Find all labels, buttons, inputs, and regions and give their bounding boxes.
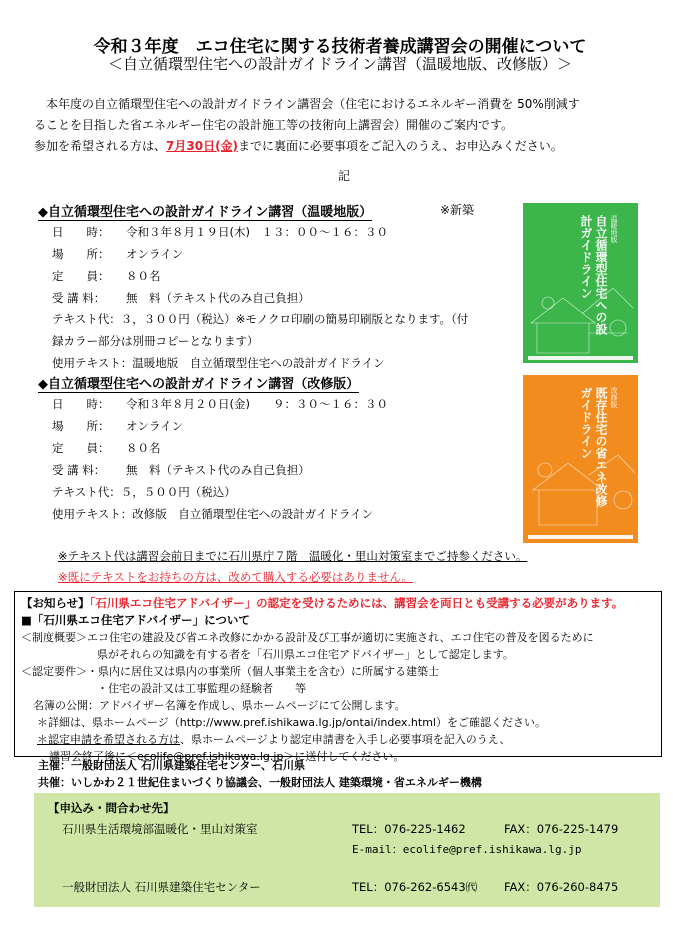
organizer-host: 主催：一般財団法人 石川県建築住宅センター、石川県 — [38, 759, 305, 772]
apply-line-1-underlined: ＊認定申請を希望される方は — [37, 733, 180, 746]
intro-line-2: ることを目指した省エネルギー住宅の設計施工等の技術向上講習会）開催のご案内です。 — [34, 118, 514, 132]
contact-box — [34, 793, 660, 907]
capacity-value: ８０名 — [126, 441, 161, 455]
fee-label: 受 講 料： — [52, 291, 106, 305]
notice-requirement: 「石川県エコ住宅アドバイザー」の認定を受けるためには、講習会を両日とも受講する必要があります。 — [89, 596, 624, 610]
advisor-subheading: ■「石川県エコ住宅アドバイザー」について — [21, 613, 250, 627]
intro-line-3-post: までに裏面に必要事項をご記入のうえ、お申込みください。 — [238, 139, 563, 153]
publish-line: 名簿の公開：アドバイザー名簿を作成し、県ホームページにて公開します。 — [33, 699, 406, 712]
session2-heading: ◆自立循環型住宅への設計ガイドライン講習（改修版） — [38, 373, 359, 393]
page-title: 令和３年度 エコ住宅に関する技術者養成講習会の開催について — [93, 37, 587, 57]
notice-label: 【お知らせ】 — [21, 596, 90, 610]
place-value: オンライン — [126, 419, 184, 433]
session2-capacity-row — [52, 440, 161, 456]
org1-name: 石川県生活環境部温暖化・里山対策室 — [62, 822, 258, 836]
fee-label: 受 講 料： — [52, 463, 106, 477]
green-book-cover — [523, 203, 638, 363]
org2-fax: FAX：076-260-8475 — [504, 880, 619, 894]
capacity-value: ８０名 — [126, 269, 161, 283]
session2-text-used: 使用テキスト：改修版 自立循環型住宅への設計ガイドライン — [52, 507, 374, 521]
org1-email: E-mail：ecolife@pref.ishikawa.lg.jp — [352, 843, 582, 856]
deadline-date: 7月30日(金) — [166, 139, 239, 153]
org2-name: 一般財団法人 石川県建築住宅センター — [62, 880, 261, 894]
session2-date-row — [52, 396, 388, 412]
place-value: オンライン — [126, 247, 184, 261]
apply-line-1 — [37, 731, 510, 747]
fee-value: 無 料（テキスト代のみ自己負担） — [126, 291, 310, 305]
capacity-label: 定 員： — [52, 269, 110, 283]
green-book-badge: 温暖地版 — [610, 215, 618, 243]
session2-fee-row — [52, 462, 310, 478]
place-label: 場 所： — [52, 419, 110, 433]
green-book-title: 自立循環型住宅への設計ガイドライン — [579, 215, 608, 335]
note-no-purchase: ※既にテキストをお持ちの方は、改めて購入する必要はありません。 — [58, 570, 414, 584]
organizer-co-host: 共催：いしかわ２１世紀住まいづくり協議会、一般財団法人 建築環境・省エネルギー機構 — [38, 776, 482, 789]
apply-line-2: 講習会終了後に＜ecolife@pref.ishikawa.lg.jp＞に送付してください。 — [49, 750, 405, 763]
session1-place-row — [52, 246, 183, 262]
fee-value: 無 料（テキスト代のみ自己負担） — [126, 463, 310, 477]
session1-date-row — [52, 224, 388, 240]
notice-heading — [21, 595, 623, 611]
session2-text-fee: テキスト代：５，５００円（税込） — [52, 485, 236, 499]
intro-line-3 — [34, 138, 563, 154]
notice-box — [14, 591, 662, 763]
org1-fax: FAX：076-225-1479 — [504, 822, 619, 836]
apply-line-1-rest: 、県ホームページより認定申請書を入手し必要事項を記入のうえ、 — [180, 733, 511, 746]
place-label: 場 所： — [52, 247, 110, 261]
session1-text-fee-line-2: 録カラー部分は別冊コピーとなります） — [52, 334, 259, 348]
overview-line-2: 県がそれらの知識を有する者を「石川県エコ住宅アドバイザー」として認定します。 — [97, 648, 514, 661]
orange-book-badge: 改修版 — [610, 387, 618, 408]
org1-tel: TEL：076-225-1462 — [352, 822, 466, 836]
session1-fee-row — [52, 290, 310, 306]
session1-heading: ◆自立循環型住宅への設計ガイドライン講習（温暖地版） — [38, 201, 372, 221]
date-value: 令和３年８月２０日(金) ９：３０～１６：３０ — [126, 397, 388, 411]
session1-text-used: 使用テキスト：温暖地版 自立循環型住宅への設計ガイドライン — [52, 356, 385, 370]
session1-capacity-row — [52, 268, 161, 284]
requirement-line-2: ・住宅の設計又は工事監理の経験者 等 — [97, 682, 306, 695]
session2-place-row — [52, 418, 183, 434]
page-subtitle: ＜自立循環型住宅への設計ガイドライン講習（温暖地版、改修版）＞ — [107, 55, 573, 73]
contact-heading: 【申込み・問合わせ先】 — [48, 801, 175, 815]
intro-line-1: 本年度の自立循環型住宅への設計ガイドライン講習会（住宅におけるエネルギー消費を 50%削減す — [46, 97, 580, 111]
date-label: 日 時： — [52, 225, 110, 239]
session1-text-fee-line-1: テキスト代：３，３００円（税込）※モノクロ印刷の簡易印刷版となります。（付 — [52, 312, 469, 326]
orange-book-cover — [523, 375, 638, 543]
capacity-label: 定 員： — [52, 441, 110, 455]
note-text-payment: ※テキスト代は講習会前日までに石川県庁７階 温暖化・里山対策室までご持参ください。 — [58, 549, 528, 563]
session1-tag: ※新築 — [440, 203, 475, 217]
intro-line-3-pre: 参加を希望される方は、 — [34, 139, 167, 153]
date-label: 日 時： — [52, 397, 110, 411]
date-value: 令和３年８月１９日(木) １３：００～１６：３０ — [126, 225, 388, 239]
detail-line: ＊詳細は、県ホームページ（http://www.pref.ishikawa.lg.jp/ontai/index.html）をご確認ください。 — [37, 716, 546, 729]
overview-line-1: ＜制度概要＞エコ住宅の建設及び省エネ改修にかかる設計及び工事が適切に実施され、エコ住宅の普及を図るために — [21, 631, 594, 644]
orange-book-title: 既存住宅の省エネ改修ガイドライン — [579, 387, 608, 507]
org2-tel: TEL：076-262-6543㈹ — [352, 880, 478, 894]
ki-label: 記 — [338, 169, 351, 183]
requirement-line-1: ＜認定要件＞・県内に居住又は県内の事業所（個人事業主を含む）に所属する建築士 — [21, 665, 439, 678]
